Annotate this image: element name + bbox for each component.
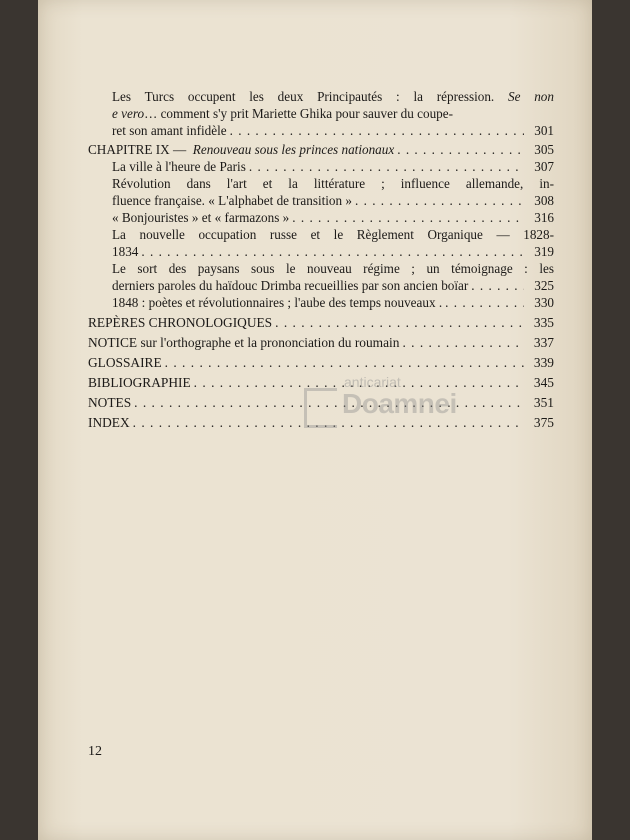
- toc-chapter-9: [88, 141, 554, 158]
- page-number: 307: [534, 159, 554, 174]
- page-number: 319: [534, 244, 554, 259]
- dot-leader: [141, 243, 524, 260]
- toc-entry-line: 1834 . . . 319: [112, 243, 554, 260]
- dot-leader: [133, 414, 524, 431]
- toc-section: [88, 414, 554, 431]
- page-number: 301: [534, 123, 554, 138]
- toc-section: [88, 374, 554, 391]
- watermark-big-text: Doamnei: [342, 388, 457, 419]
- toc-entry-line: e vero… comment s'y prit Mariette Ghika pour sauver du coupe-: [112, 106, 453, 121]
- toc-entry-line: derniers paroles du haïdouc Drimba recueillies par son ancien boïar . . . 325: [112, 277, 554, 294]
- section-label: GLOSSAIRE: [88, 355, 162, 370]
- chapter-label: CHAPITRE IX —: [88, 142, 187, 157]
- toc-subitem: [88, 175, 554, 209]
- back-matter-sections: [88, 314, 554, 431]
- dot-leader: [355, 192, 524, 209]
- watermark-small-text: anticariat: [344, 374, 401, 390]
- toc-entry-line: Révolution dans l'art et la littérature ; influence allemande, in-: [112, 176, 554, 191]
- toc-subitem: [88, 226, 554, 260]
- table-of-contents: [88, 88, 554, 431]
- page-number: 325: [534, 278, 554, 293]
- section-label: BIBLIOGRAPHIE: [88, 375, 191, 390]
- toc-entry-line: La nouvelle occupation russe et le Règlement Organique — 1828-: [112, 227, 554, 242]
- section-label: REPÈRES CHRONOLOGIQUES: [88, 315, 273, 330]
- toc-entry-line: Le sort des paysans sous le nouveau régime ; un témoignage : les: [112, 261, 554, 276]
- toc-section: NOTICE sur l'orthographe et la prononciation du roumain . . . 337: [88, 334, 554, 351]
- page-number: 375: [533, 415, 554, 430]
- page-number: 345: [533, 375, 554, 390]
- toc-section: [88, 314, 554, 331]
- dot-leader: [194, 374, 524, 391]
- dot-leader: [471, 277, 524, 294]
- page-number: 305: [534, 142, 554, 157]
- toc-entry-line: Les Turcs occupent les deux Principautés : la répression. Se non: [112, 89, 554, 104]
- toc-entry-line: La ville à l'heure de Paris . . . 307: [112, 158, 554, 175]
- chapter-9-items: [88, 158, 554, 311]
- page-number: 308: [534, 193, 554, 208]
- book-page: [38, 0, 592, 840]
- dot-leader: [445, 294, 524, 311]
- toc-entry-turcs: [88, 88, 554, 139]
- toc-subitem: [88, 209, 554, 226]
- page-number: 316: [534, 210, 554, 225]
- page-number: 339: [533, 355, 554, 370]
- dot-leader: [134, 394, 524, 411]
- page-number: 351: [533, 395, 554, 410]
- toc-subitem: [88, 294, 554, 311]
- page-number: 337: [533, 335, 554, 350]
- dot-leader: [275, 314, 524, 331]
- toc-section: [88, 394, 554, 411]
- dot-leader: [397, 141, 524, 158]
- dot-leader: [249, 158, 524, 175]
- section-label: NOTICE: [88, 335, 138, 350]
- page-number: 330: [534, 295, 554, 310]
- page-number: 335: [533, 315, 554, 330]
- toc-entry-line: 1848 : poètes et révolutionnaires ; l'aube des temps nouveaux . . . . 330: [112, 294, 554, 311]
- chapter-title: Renouveau sous les princes nationaux: [192, 142, 395, 157]
- dot-leader: [292, 209, 524, 226]
- dot-leader: [402, 334, 524, 351]
- page-folio: 12: [88, 744, 102, 759]
- section-label: NOTES: [88, 395, 132, 410]
- toc-entry-line: fluence française. « L'alphabet de transition » . . . 308: [112, 192, 554, 209]
- toc-entry-line: « Bonjouristes » et « farmazons » . . . 316: [112, 209, 554, 226]
- toc-subitem: [88, 158, 554, 175]
- toc-subitem: [88, 260, 554, 294]
- section-label: INDEX: [88, 415, 130, 430]
- toc-section: [88, 354, 554, 371]
- toc-entry-line: ret son amant infidèle . . . 301: [112, 122, 554, 139]
- dot-leader: [230, 122, 524, 139]
- dot-leader: [165, 354, 524, 371]
